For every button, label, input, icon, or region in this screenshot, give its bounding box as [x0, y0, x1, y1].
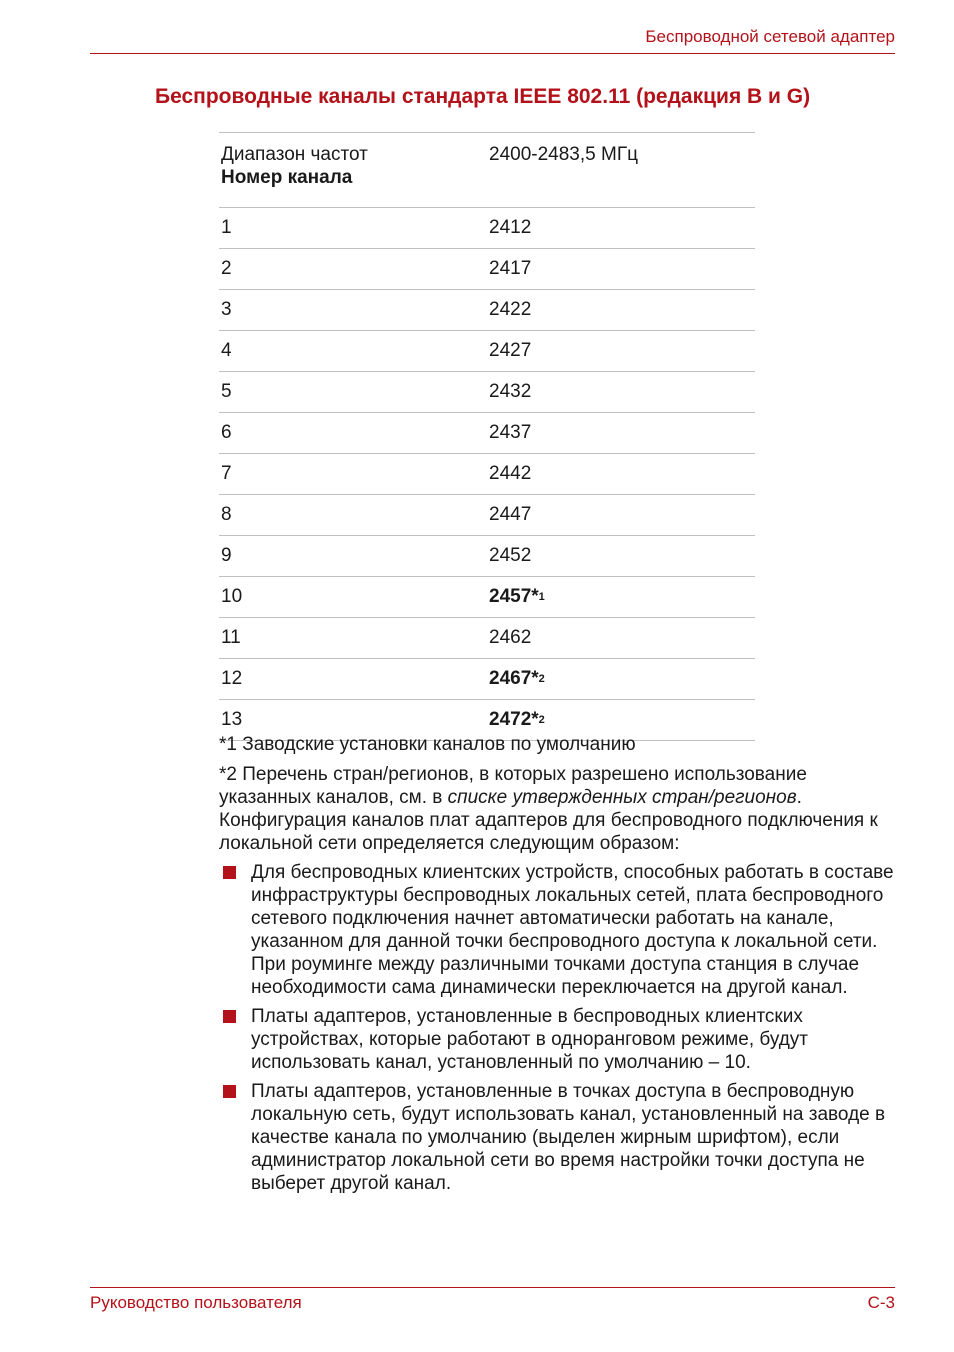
channel-number-cell: 13 [219, 700, 487, 741]
countries-list-reference: списке утвержденных стран/регионов [447, 787, 797, 808]
section-title: Беспроводные каналы стандарта IEEE 802.11 (редакция B и G) [155, 85, 811, 108]
frequency-cell [487, 454, 755, 495]
channel-number-cell: 2 [219, 249, 487, 290]
channel-number-cell: 7 [219, 454, 487, 495]
table-row [219, 249, 755, 290]
table-header-row [219, 133, 755, 208]
running-header: Беспроводной сетевой адаптер [645, 27, 895, 46]
list-item-text: Для беспроводных клиентских устройств, способных работать в составе инфраструктуры беспроводных локальных сетей, плата беспроводного сетевого подключения начнет автоматически работать на канале, указанном для данной точки беспроводного доступа к локальной сети. При роуминге между различными точками доступа станция в случае необходимости сама динамически переключается на другой канал. [251, 862, 894, 998]
table-row [219, 659, 755, 700]
list-item [219, 861, 899, 999]
frequency-cell [487, 249, 755, 290]
frequency-value: 2457* [489, 586, 539, 607]
table-row [219, 618, 755, 659]
channel-table [219, 132, 755, 741]
footnote-marker: 1 [538, 591, 545, 603]
footer-manual-title: Руководство пользователя [90, 1293, 302, 1312]
frequency-value: 2437 [489, 422, 532, 443]
frequency-cell [487, 618, 755, 659]
frequency-value: 2467* [489, 668, 539, 689]
frequency-value: 2462 [489, 627, 532, 648]
frequency-cell [487, 659, 755, 700]
frequency-cell [487, 536, 755, 577]
header-divider [90, 53, 895, 54]
footnote-2-text: *2 Перечень стран/регионов, в которых разрешено использование указанных каналов, см. в [219, 764, 807, 808]
list-item-text: Платы адаптеров, установленные в беспроводных клиентских устройствах, которые работают в одноранговом режиме, будут использовать канал, установленный по умолчанию – 10. [251, 1006, 808, 1073]
frequency-cell [487, 290, 755, 331]
frequency-value: 2422 [489, 299, 532, 320]
frequency-cell [487, 208, 755, 249]
frequency-cell [487, 331, 755, 372]
footnote-marker: 2 [538, 673, 545, 685]
channel-number-cell: 4 [219, 331, 487, 372]
frequency-cell [487, 495, 755, 536]
list-item [219, 1005, 899, 1074]
frequency-value: 2432 [489, 381, 532, 402]
channel-number-cell: 12 [219, 659, 487, 700]
square-bullet-icon [223, 866, 236, 879]
footnote-1: *1 Заводские установки каналов по умолчанию [219, 734, 636, 755]
channel-number-cell: 1 [219, 208, 487, 249]
table-header-col1 [219, 133, 487, 208]
channel-number-label: Номер канала [221, 167, 353, 188]
frequency-value: 2447 [489, 504, 532, 525]
table-row [219, 536, 755, 577]
channel-number-cell: 6 [219, 413, 487, 454]
square-bullet-icon [223, 1085, 236, 1098]
list-item-text: Платы адаптеров, установленные в точках доступа в беспроводную локальную сеть, будут использовать канал, установленный на заводе в качестве канала по умолчанию (выделен жирным шрифтом), если администратор локальной сети во время настройки точки доступа не выберет другой канал. [251, 1081, 886, 1194]
table-row [219, 495, 755, 536]
footnote-marker: 2 [538, 714, 545, 726]
frequency-cell [487, 577, 755, 618]
frequency-range-label: Диапазон частот [221, 144, 368, 165]
channel-number-cell: 9 [219, 536, 487, 577]
frequency-value: 2472* [489, 709, 539, 730]
channel-number-cell: 3 [219, 290, 487, 331]
table-row [219, 331, 755, 372]
table-row [219, 208, 755, 249]
channel-number-cell: 10 [219, 577, 487, 618]
channel-number-cell: 11 [219, 618, 487, 659]
config-intro: Конфигурация каналов плат адаптеров для беспроводного подключения к локальной сети определяется следующим образом: [219, 810, 878, 854]
footnote-2-end: . [796, 787, 802, 808]
frequency-value: 2417 [489, 258, 532, 279]
bullet-list [219, 861, 899, 1201]
footer-divider [90, 1287, 895, 1288]
channel-number-cell: 5 [219, 372, 487, 413]
table-row [219, 372, 755, 413]
frequency-value: 2452 [489, 545, 532, 566]
notes-block [219, 733, 899, 862]
table-row [219, 454, 755, 495]
table-row [219, 290, 755, 331]
footnote-2 [219, 763, 899, 855]
channel-number-cell: 8 [219, 495, 487, 536]
frequency-range-value: 2400-2483,5 МГц [487, 133, 755, 208]
frequency-value: 2412 [489, 217, 532, 238]
table-row [219, 577, 755, 618]
frequency-cell [487, 372, 755, 413]
frequency-cell [487, 413, 755, 454]
table-row [219, 413, 755, 454]
page-number: C-3 [867, 1293, 895, 1312]
square-bullet-icon [223, 1010, 236, 1023]
frequency-value: 2442 [489, 463, 532, 484]
list-item [219, 1080, 899, 1195]
frequency-value: 2427 [489, 340, 532, 361]
